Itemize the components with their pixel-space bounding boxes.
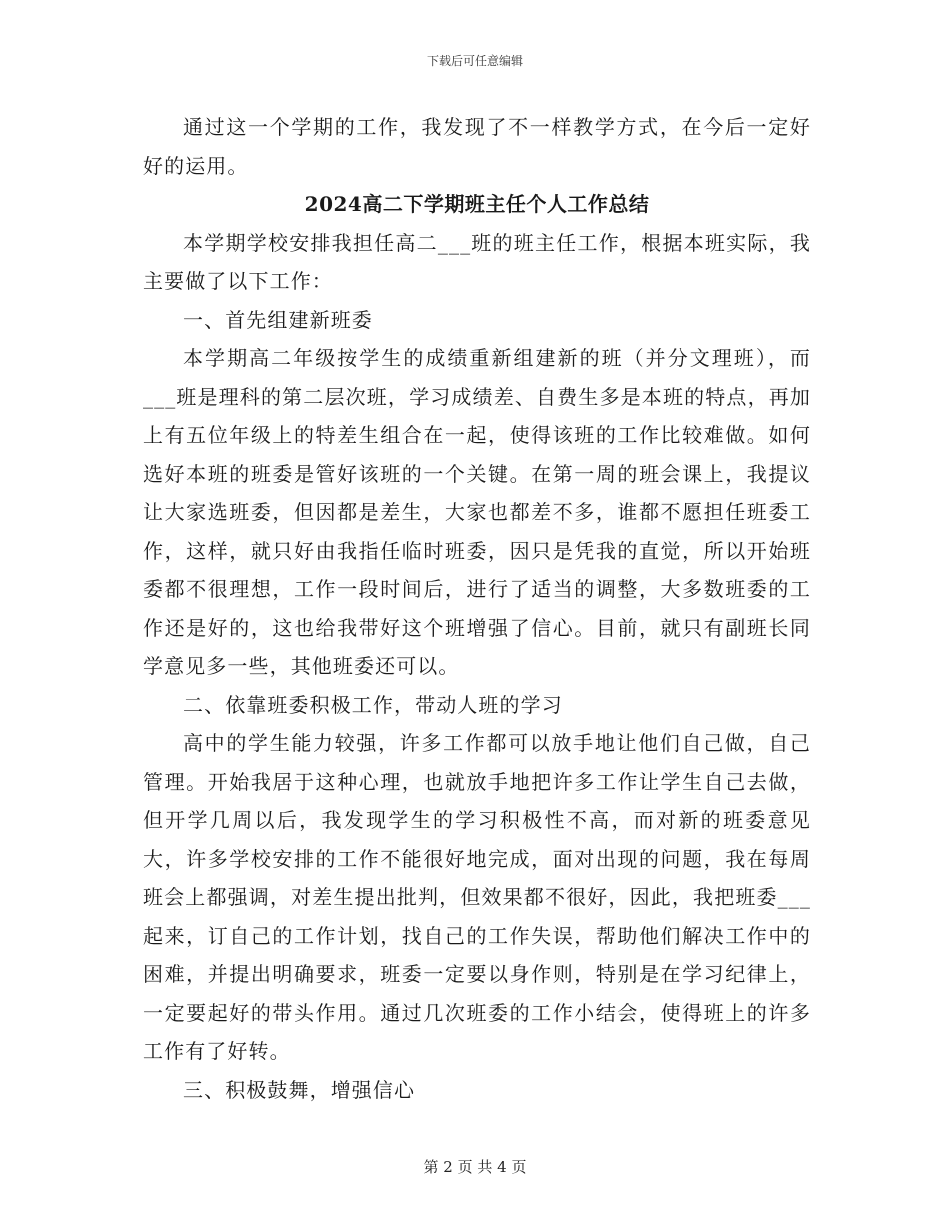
page-number: 第 2 页 共 4 页	[423, 1158, 527, 1176]
section-title: 2024高二下学期班主任个人工作总结	[304, 192, 650, 216]
section-heading-2: 二、依靠班委积极工作，带动人班的学习	[183, 692, 563, 717]
body-paragraph: 本学期学校安排我担任高二___班的班主任工作，根据本班实际，我主要做了以下工作：	[143, 230, 811, 293]
body-paragraph: 本学期高二年级按学生的成绩重新组建新的班（并分文理班），而___班是理科的第二层次班，学习成绩差、自费生多是本班的特点，再加上有五位年级上的特差生组合在一起，使得该班的工作比较难做。如何选好本班的班委是管好该班的一个关键。在第一周的班会课上，我提议让大家选班委，但因都是差生，大家也都差不多，谁都不愿担任班委工作，这样，就只好由我指任临时班委，因只是凭我的直觉，所以开始班委都不很理想，工作一段时间后，进行了适当的调整，大多数班委的工作还是好的，这也给我带好这个班增强了信心。目前，就只有副班长同学意见多一些，其他班委还可以。	[143, 346, 811, 678]
section-heading-3: 三、积极鼓舞，增强信心	[183, 1077, 416, 1102]
section-heading-1: 一、首先组建新班委	[183, 307, 373, 332]
body-paragraph: 高中的学生能力较强，许多工作都可以放手地让他们自己做，自己管理。开始我居于这种心理，也就放手地把许多工作让学生自己去做，但开学几周以后，我发现学生的学习积极性不高，而对新的班委意见大，许多学校安排的工作不能很好地完成，面对出现的问题，我在每周班会上都强调，对差生提出批判，但效果都不很好，因此，我把班委___起来，订自己的工作计划，找自己的工作失误，帮助他们解决工作中的困难，并提出明确要求，班委一定要以身作则，特别是在学习纪律上，一定要起好的带头作用。通过几次班委的工作小结会，使得班上的许多工作有了好转。	[143, 731, 811, 1063]
intro-paragraph: 通过这一个学期的工作，我发现了不一样教学方式，在今后一定好好的运用。	[143, 115, 811, 178]
document-body	[143, 108, 811, 1109]
page-header: 下载后可任意编辑	[426, 54, 523, 68]
